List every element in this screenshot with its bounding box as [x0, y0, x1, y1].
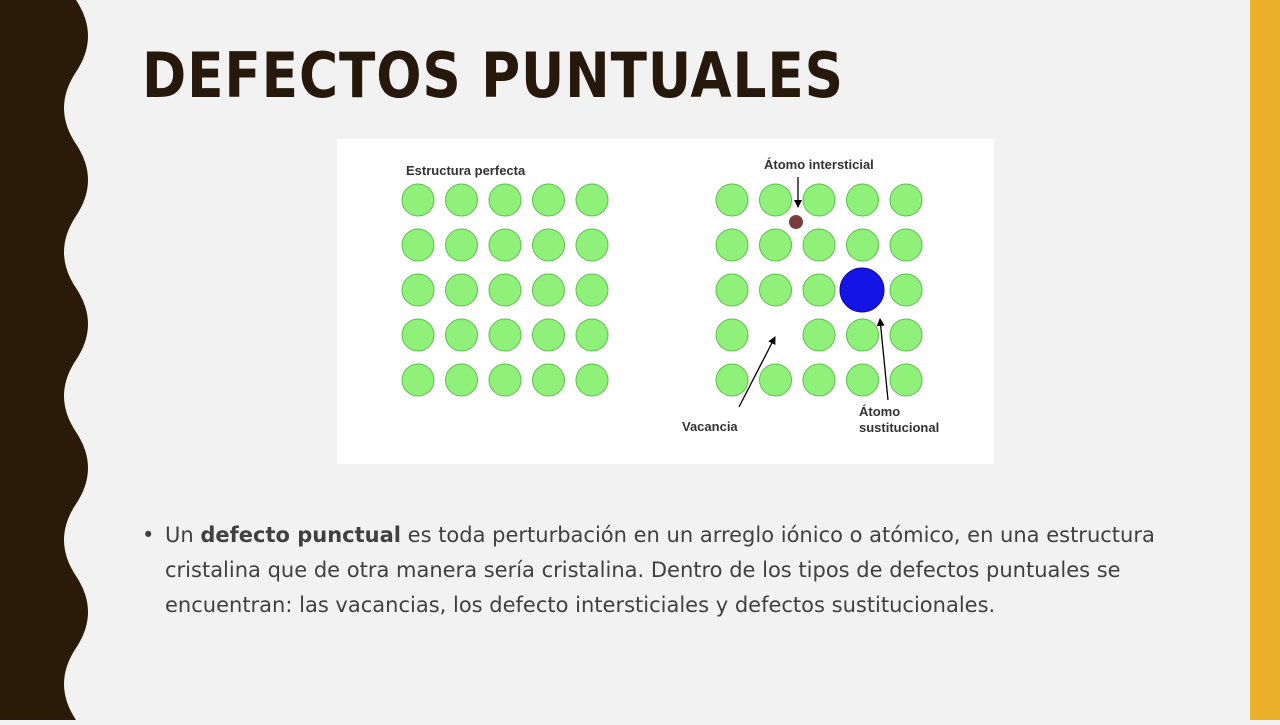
- lattice-atom: [576, 229, 608, 261]
- lattice-atom: [576, 364, 608, 396]
- lattice-atom: [533, 229, 565, 261]
- lattice-atom: [847, 229, 879, 261]
- substitutional-atom: [840, 268, 884, 312]
- lattice-atom: [847, 319, 879, 351]
- lattice-atom: [803, 229, 835, 261]
- lattice-atom: [402, 229, 434, 261]
- lattice-atom: [402, 364, 434, 396]
- lattice-atom: [760, 364, 792, 396]
- lattice-atom: [803, 364, 835, 396]
- substitutional-label-line2: sustitucional: [859, 420, 940, 435]
- slide-title: DEFECTOS PUNTUALES: [142, 39, 844, 112]
- lattice-atom: [890, 364, 922, 396]
- lattice-atom: [890, 274, 922, 306]
- lattice-atom: [489, 319, 521, 351]
- lattice-atom: [847, 184, 879, 216]
- lattice-atom: [890, 319, 922, 351]
- lattice-atom: [533, 184, 565, 216]
- wavy-dark-band: [0, 0, 100, 720]
- bullet-marker: •: [142, 523, 155, 547]
- lattice-atom: [489, 184, 521, 216]
- lattice-atom: [576, 184, 608, 216]
- lattice-atom: [803, 184, 835, 216]
- lattice-atom: [576, 319, 608, 351]
- lattice-atom: [803, 274, 835, 306]
- lattice-atom: [489, 364, 521, 396]
- defect-lattice: [716, 184, 922, 396]
- bold-term: defecto punctual: [200, 523, 401, 547]
- lattice-atom: [716, 364, 748, 396]
- lattice-atom: [489, 274, 521, 306]
- lattice-atom: [402, 184, 434, 216]
- lattice-atom: [446, 229, 478, 261]
- lattice-atom: [533, 319, 565, 351]
- vacancy-label: Vacancia: [682, 419, 738, 434]
- point-defects-figure: [337, 139, 994, 464]
- lattice-atom: [446, 364, 478, 396]
- lattice-atom: [803, 319, 835, 351]
- substitutional-label-line1: Átomo: [859, 404, 901, 419]
- lattice-atom: [716, 229, 748, 261]
- lattice-atom: [402, 274, 434, 306]
- lattice-atom: [402, 319, 434, 351]
- lattice-atom: [847, 364, 879, 396]
- lattice-atom: [890, 184, 922, 216]
- lattice-atom: [760, 184, 792, 216]
- lattice-atom: [533, 274, 565, 306]
- lattice-atom: [533, 364, 565, 396]
- lattice-atom: [716, 184, 748, 216]
- interstitial-atom: [789, 215, 803, 229]
- lattice-atom: [890, 229, 922, 261]
- lattice-atom: [446, 274, 478, 306]
- bullet-text: Un defecto punctual es toda perturbación en un arreglo iónico o atómico, en una estructura cristalina que de otra manera sería cristalina. Dentro de los tipos de defectos puntuales se encuentran: las vacancias, los defecto intersticiales y defectos sustitucionales.: [165, 523, 1155, 617]
- lattice-atom: [716, 274, 748, 306]
- lattice-atom: [489, 229, 521, 261]
- lattice-atom: [576, 274, 608, 306]
- lattice-atom: [446, 319, 478, 351]
- lattice-atom: [446, 184, 478, 216]
- lattice-atom: [760, 229, 792, 261]
- substitutional-arrow: [880, 319, 888, 400]
- perfect-lattice: [402, 184, 608, 396]
- perfect-structure-label: Estructura perfecta: [406, 163, 526, 178]
- bullet-point: [142, 518, 1202, 623]
- lattice-atom: [760, 274, 792, 306]
- interstitial-label: Átomo intersticial: [764, 157, 874, 172]
- lattice-atom: [716, 319, 748, 351]
- accent-band: [1250, 0, 1280, 720]
